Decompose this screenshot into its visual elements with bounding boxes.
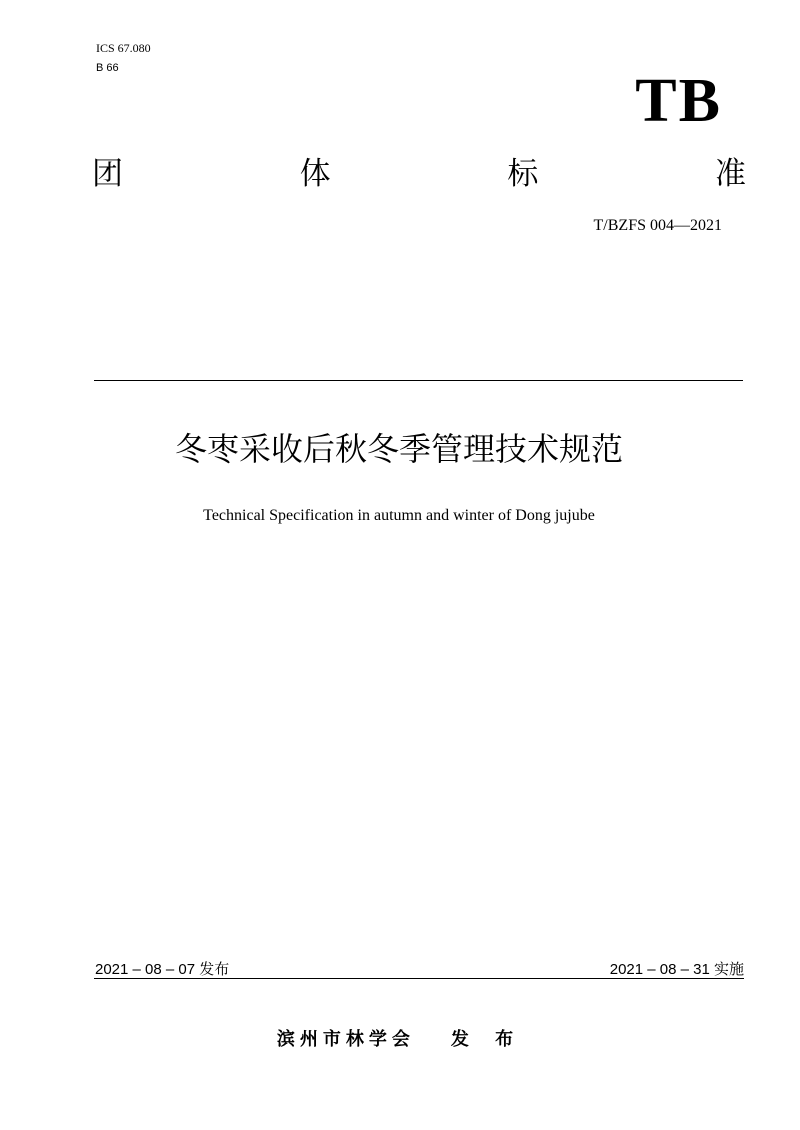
standard-type-char: 标	[507, 156, 539, 192]
title-english: Technical Specification in autumn and winter of Dong jujube	[203, 507, 595, 524]
issue-date: 2021 – 08 – 07 发布	[95, 961, 230, 978]
implementation-date: 2021 – 08 – 31 实施	[609, 961, 744, 978]
standard-type-heading	[92, 154, 746, 194]
issuer	[0, 1028, 800, 1052]
ics-code: ICS 67.080	[96, 41, 151, 55]
divider-bottom	[94, 978, 744, 979]
divider-top	[94, 380, 743, 381]
standard-type-char: 体	[299, 156, 331, 192]
standard-number: T/BZFS 004—2021	[593, 217, 722, 234]
issuer-name: 滨州市林学会	[276, 1029, 415, 1050]
standard-type-char: 准	[714, 156, 746, 192]
standard-logo: TB	[635, 67, 722, 135]
title-chinese: 冬枣采收后秋冬季管理技术规范	[174, 430, 623, 468]
issuer-action: 发 布	[450, 1029, 524, 1050]
standard-type-char: 团	[92, 156, 123, 192]
ccs-code: B 66	[96, 62, 119, 74]
